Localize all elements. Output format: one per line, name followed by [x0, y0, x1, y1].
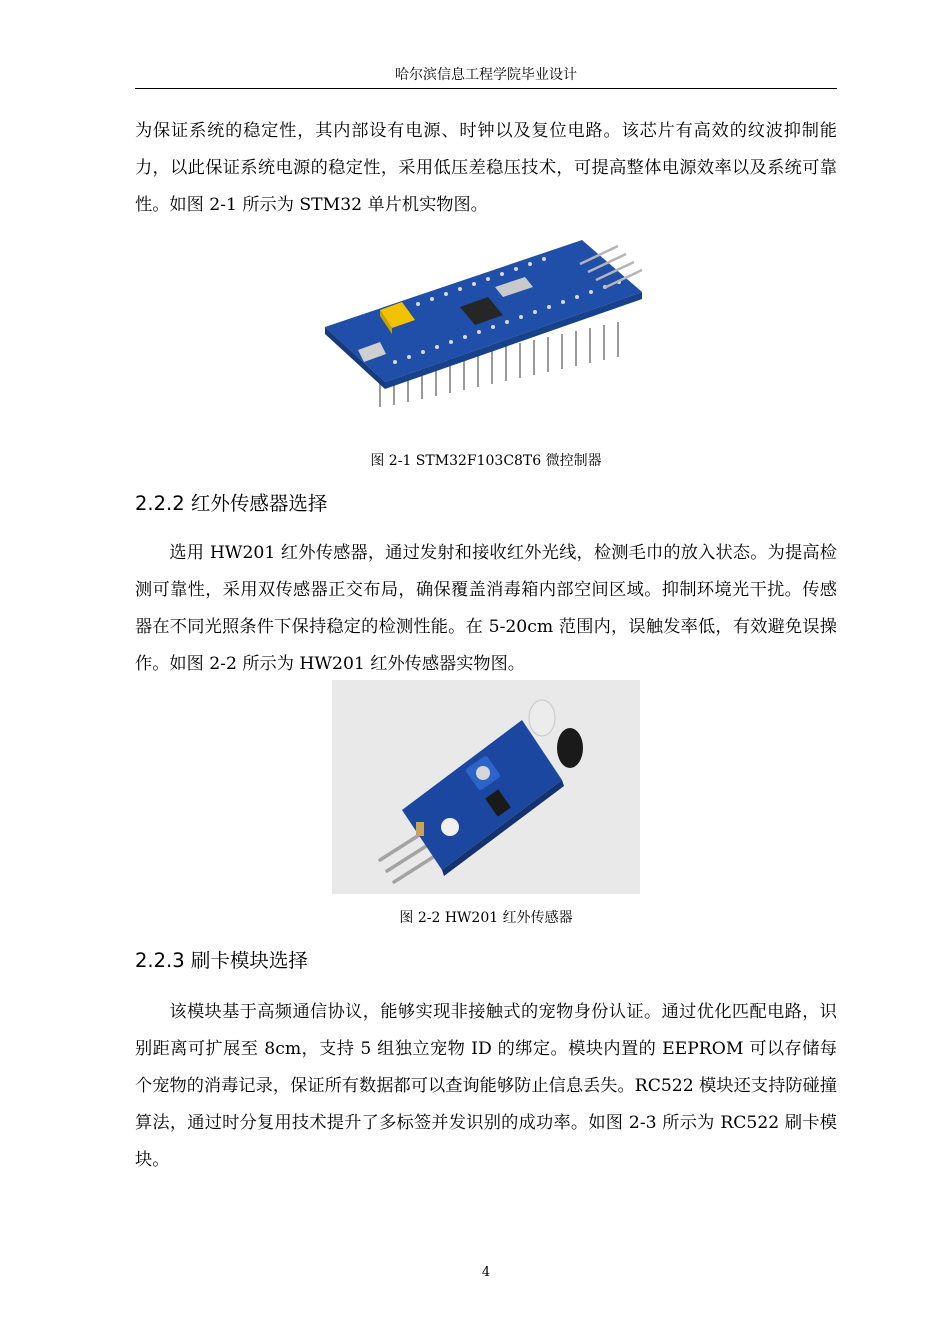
page-number: 4 — [481, 1265, 491, 1280]
stm32-board-image — [320, 232, 660, 422]
header-rule — [135, 88, 837, 89]
section-2-2-2-paragraph: 选用 HW201 红外传感器，通过发射和接收红外光线，检测毛巾的放入状态。为提高检测可靠性，采用双传感器正交布局，确保覆盖消毒箱内部空间区域。抑制环境光干扰。传感器在不同光照条件下保持稳定的检测性能。在 5-20cm 范围内，误触发率低，有效避免误操作。如图 2-2 所示为 HW201 红外传感器实物图。 — [135, 543, 837, 674]
figure-2-1-caption: 图 2-1 STM32F103C8T6 微控制器 — [370, 453, 602, 469]
figure-2-2-caption: 图 2-2 HW201 红外传感器 — [399, 910, 573, 926]
ir-sensor-image — [332, 680, 640, 894]
section-2-2-3-paragraph: 该模块基于高频通信协议，能够实现非接触式的宠物身份认证。通过优化匹配电路，识别距离可扩展至 8cm，支持 5 组独立宠物 ID 的绑定。模块内置的 EEPROM 可以存储每个宠物的消毒记录，保证所有数据都可以查询能够防止信息丢失。RC522 模块还支持防碰撞算法，通过时分复用技术提升了多标签并发识别的成功率。如图 2-3 所示为 RC522 刷卡模块。 — [135, 1002, 837, 1170]
ir-sensor-illustration — [332, 680, 640, 894]
section-heading-2-2-3: 2.2.3 刷卡模块选择 — [135, 949, 308, 972]
section-heading-2-2-2: 2.2.2 红外传感器选择 — [135, 492, 328, 515]
stm32-board-illustration — [320, 232, 660, 422]
intro-paragraph: 为保证系统的稳定性，其内部设有电源、时钟以及复位电路。该芯片有高效的纹波抑制能力，以此保证系统电源的稳定性，采用低压差稳压技术，可提高整体电源效率以及系统可靠性。如图 2-1 所示为 STM32 单片机实物图。 — [135, 121, 837, 215]
page-header-title: 哈尔滨信息工程学院毕业设计 — [395, 67, 577, 83]
